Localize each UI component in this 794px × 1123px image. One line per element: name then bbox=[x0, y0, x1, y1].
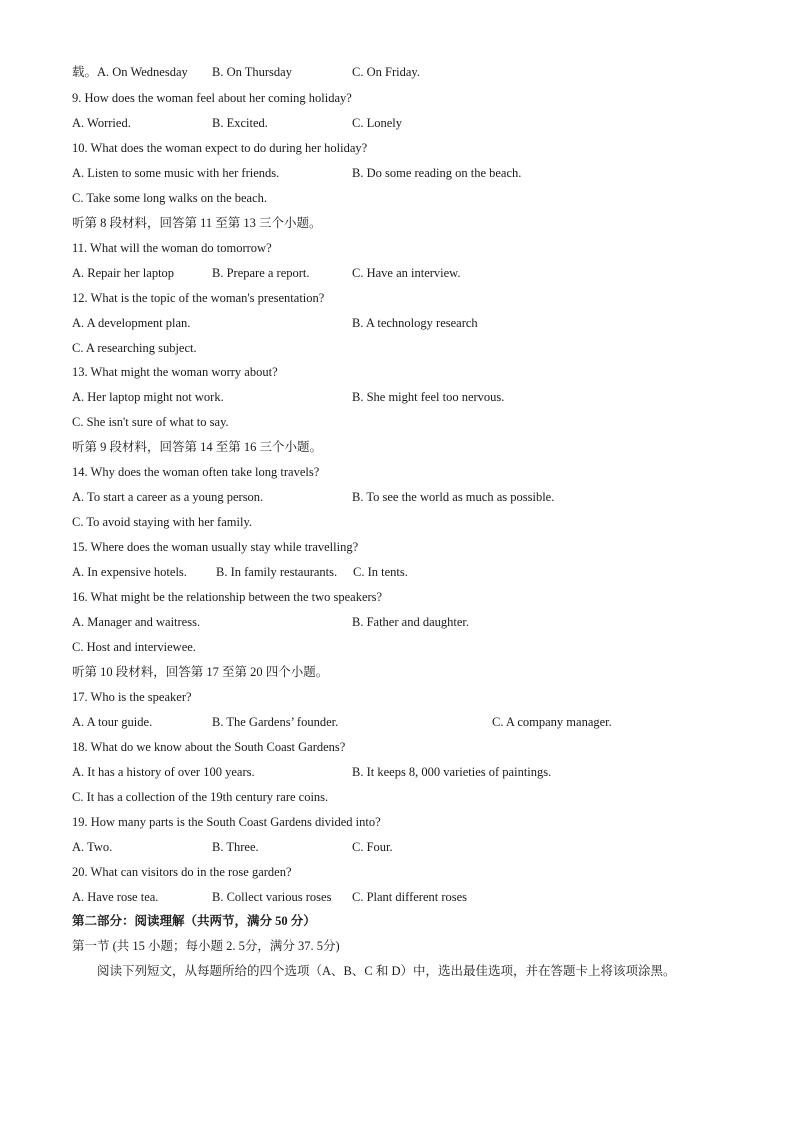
option-c: C. A company manager. bbox=[492, 715, 612, 729]
question-15: 15. Where does the woman usually stay while travelling? bbox=[72, 540, 359, 554]
option-a: A. Two. bbox=[72, 840, 113, 854]
section-10-instruction: 听第 10 段材料，回答第 17 至第 20 四个小题。 bbox=[72, 665, 329, 679]
option-a: A. Her laptop might not work. bbox=[72, 390, 224, 404]
option-b: B. Father and daughter. bbox=[352, 615, 469, 629]
section-8-instruction: 听第 8 段材料，回答第 11 至第 13 三个小题。 bbox=[72, 216, 322, 230]
option-c: C. Plant different roses bbox=[352, 890, 468, 904]
option-a: A. Listen to some music with her friends. bbox=[72, 166, 280, 180]
option-b: B. On Thursday bbox=[212, 65, 292, 79]
option-a: A. Worried. bbox=[72, 116, 131, 130]
option-c: C. Lonely bbox=[352, 116, 402, 130]
option-b: B. Collect various roses bbox=[212, 890, 332, 904]
option-a: A. In expensive hotels. bbox=[72, 565, 187, 579]
question-20: 20. What can visitors do in the rose garden? bbox=[72, 865, 292, 879]
answer-option-10-c: C. Take some long walks on the beach. bbox=[72, 191, 268, 205]
part2-heading: 第二部分：阅读理解（共两节，满分 50 分） bbox=[72, 914, 316, 928]
option-b: B. Excited. bbox=[212, 116, 268, 130]
option-b: B. Prepare a report. bbox=[212, 266, 310, 280]
answer-option-16-c: C. Host and interviewee. bbox=[72, 640, 196, 654]
reading-instruction: 阅读下列短文，从每题所给的四个选项（A、B、C 和 D）中，选出最佳选项，并在答题卡上将该项涂黑。 bbox=[97, 964, 676, 978]
section1-heading: 第一节 (共 15 小题；每小题 2. 5分，满分 37. 5分) bbox=[72, 939, 340, 953]
option-c: C. Have an interview. bbox=[352, 266, 461, 280]
question-16: 16. What might be the relationship between the two speakers? bbox=[72, 590, 383, 604]
option-a: 载。A. On Wednesday bbox=[72, 65, 188, 79]
answer-option-14-c: C. To avoid staying with her family. bbox=[72, 515, 253, 529]
question-19: 19. How many parts is the South Coast Gardens divided into? bbox=[72, 815, 381, 829]
option-b: B. In family restaurants. bbox=[216, 565, 338, 579]
option-b: B. A technology research bbox=[352, 316, 478, 330]
section-9-instruction: 听第 9 段材料，回答第 14 至第 16 三个小题。 bbox=[72, 440, 323, 454]
question-10: 10. What does the woman expect to do during her holiday? bbox=[72, 141, 368, 155]
option-a: A. Manager and waitress. bbox=[72, 615, 201, 629]
option-a: A. A tour guide. bbox=[72, 715, 153, 729]
option-b: B. The Gardens’ founder. bbox=[212, 715, 339, 729]
option-a: A. It has a history of over 100 years. bbox=[72, 765, 255, 779]
option-a: A. To start a career as a young person. bbox=[72, 490, 264, 504]
question-17: 17. Who is the speaker? bbox=[72, 690, 192, 704]
answer-option-18-c: C. It has a collection of the 19th century rare coins. bbox=[72, 790, 329, 804]
option-c: C. On Friday. bbox=[352, 65, 420, 79]
question-18: 18. What do we know about the South Coast Gardens? bbox=[72, 740, 346, 754]
option-c: C. In tents. bbox=[353, 565, 408, 579]
option-a: A. Have rose tea. bbox=[72, 890, 159, 904]
option-a: A. A development plan. bbox=[72, 316, 191, 330]
option-b: B. Three. bbox=[212, 840, 259, 854]
question-12: 12. What is the topic of the woman's presentation? bbox=[72, 291, 325, 305]
option-b: B. It keeps 8, 000 varieties of paintings. bbox=[352, 765, 552, 779]
option-b: B. To see the world as much as possible. bbox=[352, 490, 555, 504]
question-11: 11. What will the woman do tomorrow? bbox=[72, 241, 272, 255]
option-b: B. Do some reading on the beach. bbox=[352, 166, 522, 180]
question-9: 9. How does the woman feel about her coming holiday? bbox=[72, 91, 352, 105]
option-a: A. Repair her laptop bbox=[72, 266, 175, 280]
question-13: 13. What might the woman worry about? bbox=[72, 365, 278, 379]
question-14: 14. Why does the woman often take long travels? bbox=[72, 465, 320, 479]
answer-option-13-c: C. She isn't sure of what to say. bbox=[72, 415, 229, 429]
option-b: B. She might feel too nervous. bbox=[352, 390, 505, 404]
option-c: C. Four. bbox=[352, 840, 393, 854]
answer-option-12-c: C. A researching subject. bbox=[72, 341, 197, 355]
